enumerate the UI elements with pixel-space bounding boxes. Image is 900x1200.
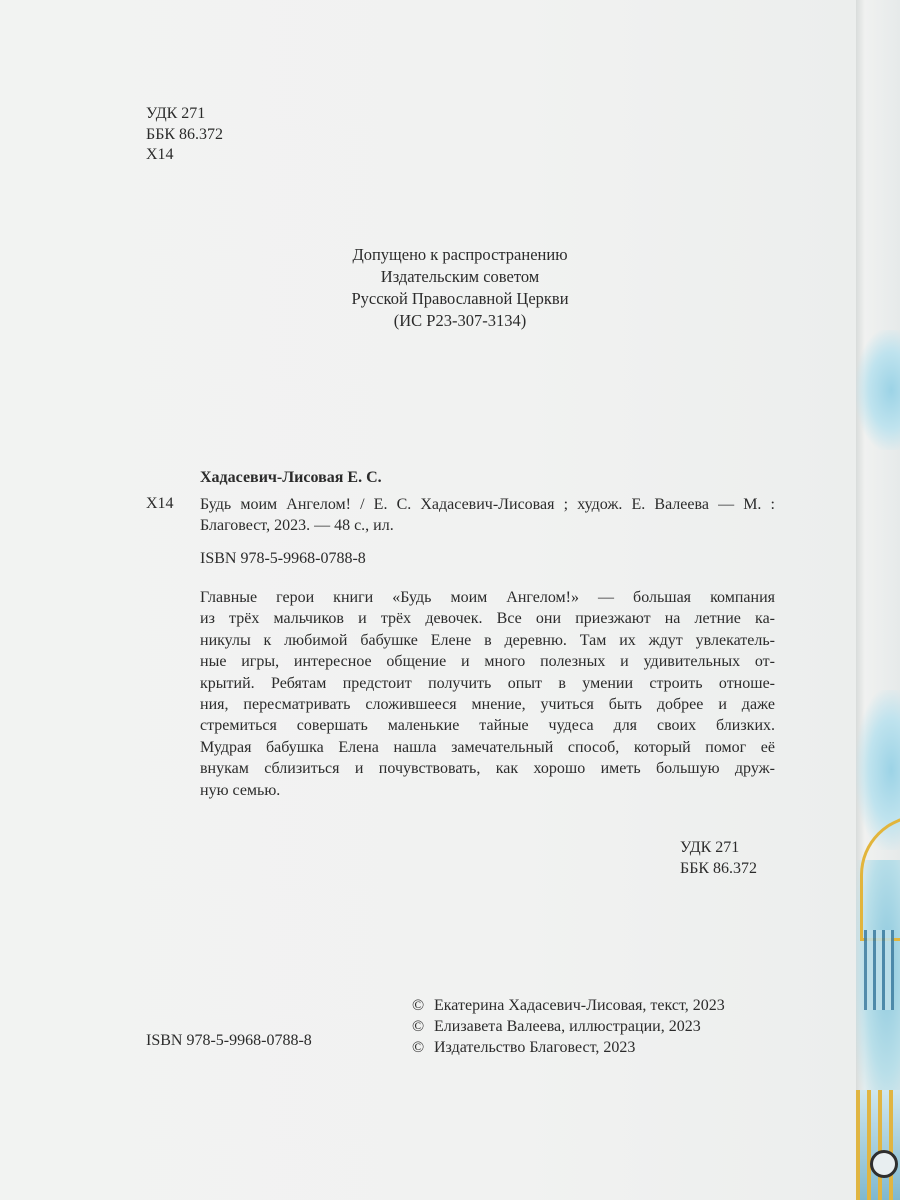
copyright-text: Издательство Благовест, 2023 (434, 1039, 636, 1056)
author-heading: Хадасевич-Лисовая Е. С. (200, 469, 382, 486)
classification-block-top (146, 104, 223, 166)
bbk-code: ББК 86.372 (146, 125, 224, 143)
approval-line: Издательским советом (380, 267, 540, 286)
bbk-code: ББК 86.372 (680, 859, 758, 877)
illustration-balustrade (864, 930, 894, 1010)
annotation-line: внукам сблизиться и почувствовать, как хорошо иметь большую друж- (200, 760, 775, 778)
copyright-block (412, 995, 725, 1058)
copyright-line (412, 1037, 725, 1058)
annotation-paragraph (200, 587, 775, 801)
annotation-line: из трёх мальчиков и трёх девочек. Все они приезжают на летние ка- (200, 610, 775, 628)
copyright-icon: © (412, 997, 425, 1014)
copyright-icon: © (412, 1039, 425, 1056)
annotation-line: ния, пересматривать сложившееся мнение, учиться быть добрее и даже (200, 696, 775, 714)
annotation-line: никулы к любимой бабушке Елене в деревню. Там их ждут увлекатель- (200, 631, 775, 649)
udk-code: УДК 271 (146, 105, 206, 122)
flower-icon (870, 1150, 898, 1178)
udk-code: УДК 271 (680, 839, 740, 856)
approval-notice (250, 244, 670, 332)
copyright-text: Екатерина Хадасевич-Лисовая, текст, 2023 (434, 997, 725, 1014)
approval-line: Допущено к распространению (352, 245, 568, 264)
watercolor-wash (856, 330, 900, 450)
approval-line: (ИС Р23-307-3134) (393, 311, 527, 330)
annotation-line: крытий. Ребятам предстоит получить опыт в умении строить отноше- (200, 674, 775, 692)
copyright-text: Елизавета Валеева, иллюстрации, 2023 (434, 1018, 701, 1035)
isbn-record: ISBN 978-5-9968-0788-8 (200, 550, 366, 567)
author-mark: Х14 (146, 146, 174, 163)
copyright-line (412, 1016, 725, 1037)
bib-line: Благовест, 2023. — 48 с., ил. (200, 517, 394, 534)
annotation-line: Главные герои книги «Будь моим Ангелом!» — большая компания (200, 589, 775, 606)
annotation-line: стремиться совершать маленькие тайные чудеса для своих близких. (200, 717, 775, 735)
annotation-line: Мудрая бабушка Елена нашла замечательный способ, который помог её (200, 738, 775, 756)
facing-page-illustration-edge (856, 0, 900, 1200)
illustration-fence (856, 1090, 900, 1200)
bib-line: Будь моим Ангелом! / Е. С. Хадасевич-Лисовая ; худож. Е. Валеева — М. : (200, 496, 775, 513)
classification-block-bottom (680, 838, 757, 879)
isbn-bottom: ISBN 978-5-9968-0788-8 (146, 1032, 312, 1049)
annotation-line: ную семью. (200, 781, 281, 799)
copyright-icon: © (412, 1018, 425, 1035)
bib-author-mark: Х14 (146, 495, 174, 512)
annotation-line: ные игры, интересное общение и много полезных и удивительных от- (200, 653, 775, 671)
copyright-line (412, 995, 725, 1016)
bibliographic-description (200, 494, 775, 536)
approval-line: Русской Православной Церкви (351, 289, 569, 308)
